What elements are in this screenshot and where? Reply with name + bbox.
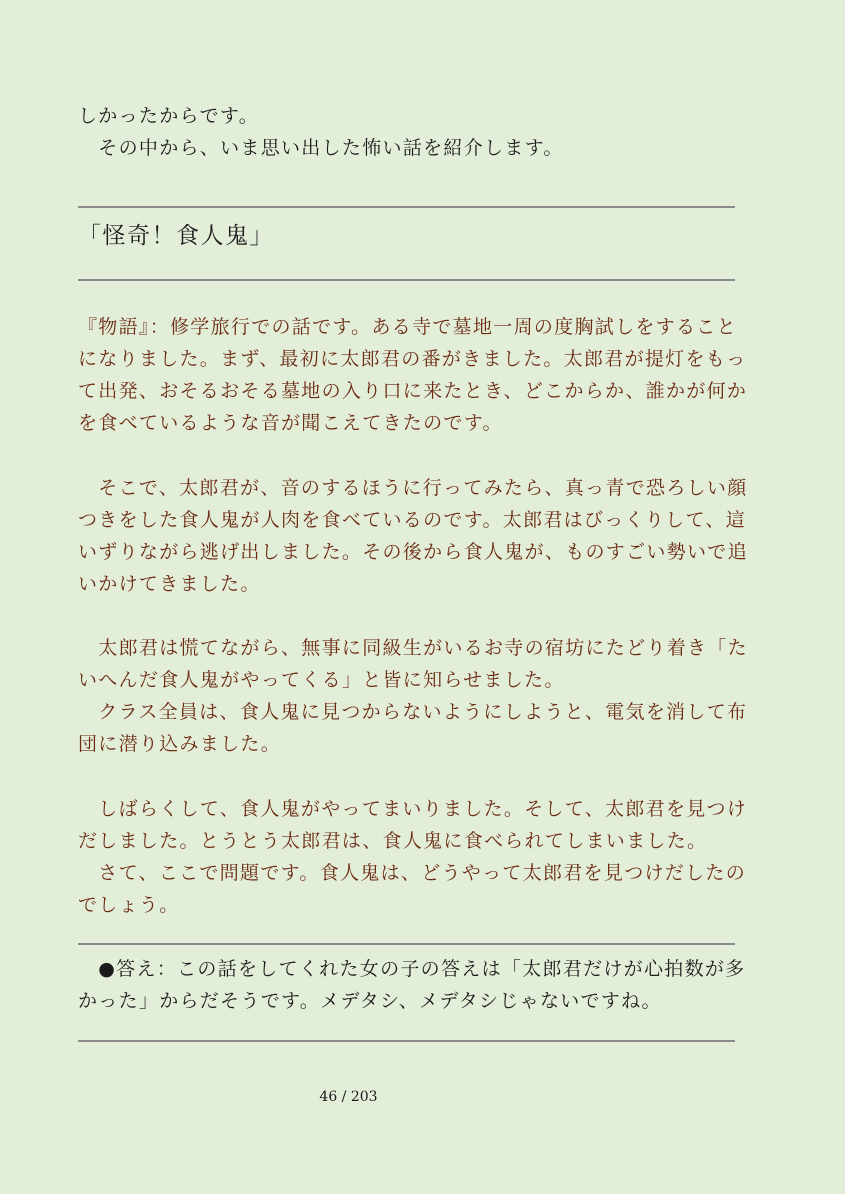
story-line-15: さて、ここで問題です。食人鬼は、どうやって太郎君を見つけだしたの [78,862,747,884]
document-page [78,0,748,1194]
story-line-1: 『物語』：修学旅行での話です。ある寺で墓地一周の度胸試しをすること [78,316,737,338]
story-line-4: を食べているような音が聞こえてきたのです。 [78,412,503,434]
intro-line-2: その中から、いま思い出した怖い話を紹介します。 [78,137,564,159]
answer-line-2: かった」からだそうです。メデタシ、メデタシじゃないですね。 [78,990,662,1012]
story-line-13: しばらくして、食人鬼がやってまいりました。そして、太郎君を見つけ [78,798,748,820]
story-line-10: いへんだ食人鬼がやってくる」と皆に知らせました。 [78,669,565,691]
story-line-9: 太郎君は慌てながら、無事に同級生がいるお寺の宿坊にたどり着き「た [78,637,748,659]
story-line-16: でしょう。 [78,894,180,916]
story-line-11: クラス全員は、食人鬼に見つからないようにしようと、電気を消して布 [78,701,748,723]
answer-top-rule [78,943,735,945]
section-title: 「怪奇！食人鬼」 [78,223,274,249]
page-number: 46 / 203 [319,1089,378,1105]
answer-line-1: ●答え：この話をしてくれた女の子の答えは「太郎君だけが心拍数が多 [78,958,746,980]
story-line-12: 団に潜り込みました。 [78,733,282,755]
intro-line-1: しかったからです。 [78,105,259,127]
story-line-7: いずりながら逃げ出しました。その後から食人鬼が、ものすごい勢いで追 [78,541,748,563]
story-line-6: つきをした食人鬼が人肉を食べているのです。太郎君はびっくりして、這 [78,509,747,531]
story-line-8: いかけてきました。 [78,573,261,595]
story-line-2: になりました。まず、最初に太郎君の番がきました。太郎君が提灯をもっ [78,348,747,370]
section-bottom-rule [78,279,735,281]
answer-bottom-rule [78,1040,735,1042]
story-line-3: て出発、おそるおそる墓地の入り口に来たとき、どこからか、誰かが何か [78,380,748,402]
story-line-5: そこで、太郎君が、音のするほうに行ってみたら、真っ青で恐ろしい顔 [78,477,748,499]
section-top-rule [78,206,735,208]
story-line-14: だしました。とうとう太郎君は、食人鬼に食べられてしまいました。 [78,830,708,852]
